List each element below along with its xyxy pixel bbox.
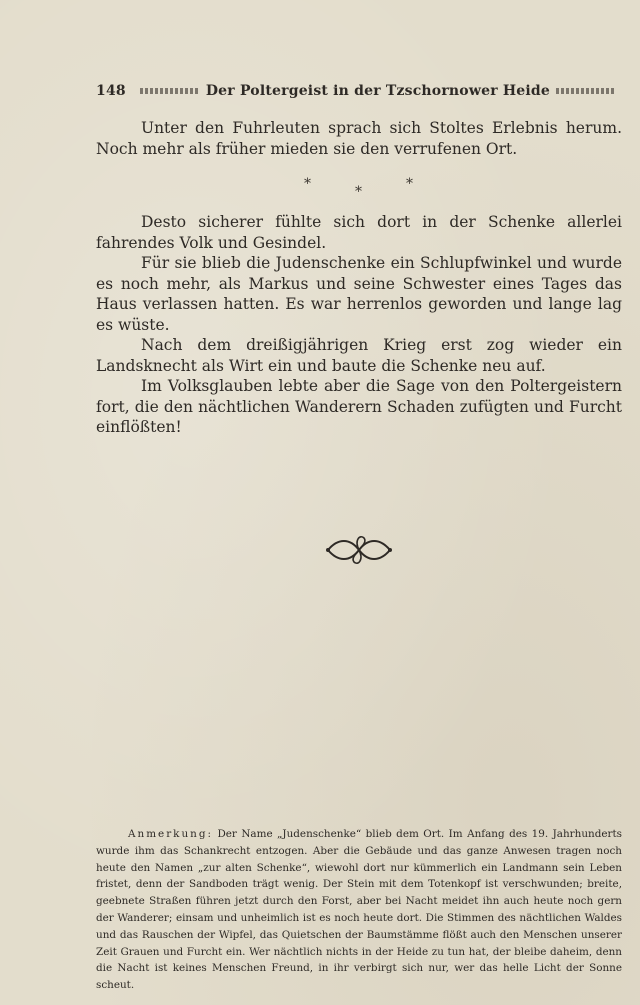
- running-title: Der Poltergeist in der Tzschornower Heide: [205, 83, 550, 99]
- footnote: [96, 826, 622, 994]
- paragraph: Unter den Fuhrleuten sprach sich Stoltes Erlebnis herum. Noch mehr als früher mieden sie den verrufenen Ort.: [96, 119, 622, 158]
- paragraph: Für sie blieb die Judenschenke ein Schlupfwinkel und wurde es noch mehr, als Markus und seine Schwester eines Tages das Haus verlassen hatten. Es war herrenlos geworden und lange lag es wüste.: [96, 254, 622, 334]
- greek-key-ornament-icon: [140, 88, 200, 94]
- text-block-before-break: [96, 118, 622, 159]
- paragraph: Im Volksglauben lebte aber die Sage von den Poltergeistern fort, die den nächtlichen Wanderern Schaden zufügten und Furcht einflößten!: [96, 377, 622, 436]
- footnote-paragraph: [96, 826, 622, 994]
- asterisk: *: [355, 184, 362, 200]
- flourish-ornament-icon: [324, 530, 394, 570]
- footnote-text: Der Name „Judenschenke“ blieb dem Ort. Im Anfang des 19. Jahrhunderts wurde ihm das Schankrecht entzogen. Aber die Gebäude und das ganze Anwesen tragen noch heute den Namen „zur alten Schenke“, wiewohl dort nur kümmerlich ein Landmann sein Leben fristet, denn der Sandboden trägt wenig. Der Stein mit dem Totenkopf ist verschwunden; breite, geebnete Straßen führen jetzt durch den Forst, aber bei Nacht meidet ihn auch heute noch gern der Wanderer; einsam und unheimlich ist es noch heute dort. Die Stimmen des nächtlichen Waldes und das Rauschen der Wipfel, das Quietschen der Baumstämme flößt auch den Menschen unserer Zeit Grauen und Furcht ein. Wer nächtlich nichts in der Heide zu tun hat, der bleibe daheim, denn die Nacht ist keines Menschen Freund, in ihr verbirgt sich nur, wer das helle Licht der Sonne scheut.: [96, 828, 622, 992]
- running-header: [96, 80, 622, 102]
- asterisk: *: [304, 176, 311, 192]
- paragraph: Desto sicherer fühlte sich dort in der Schenke allerlei fahrendes Volk und Gesindel.: [96, 213, 622, 252]
- page-number: 148: [96, 83, 126, 99]
- footnote-label: Anmerkung:: [128, 828, 213, 840]
- text-block-after-break: [96, 212, 622, 438]
- asterisk: *: [406, 176, 413, 192]
- greek-key-ornament-icon: [556, 88, 616, 94]
- paragraph: Nach dem dreißigjährigen Krieg erst zog wieder ein Landsknecht als Wirt ein und baute die Schenke neu auf.: [96, 336, 622, 375]
